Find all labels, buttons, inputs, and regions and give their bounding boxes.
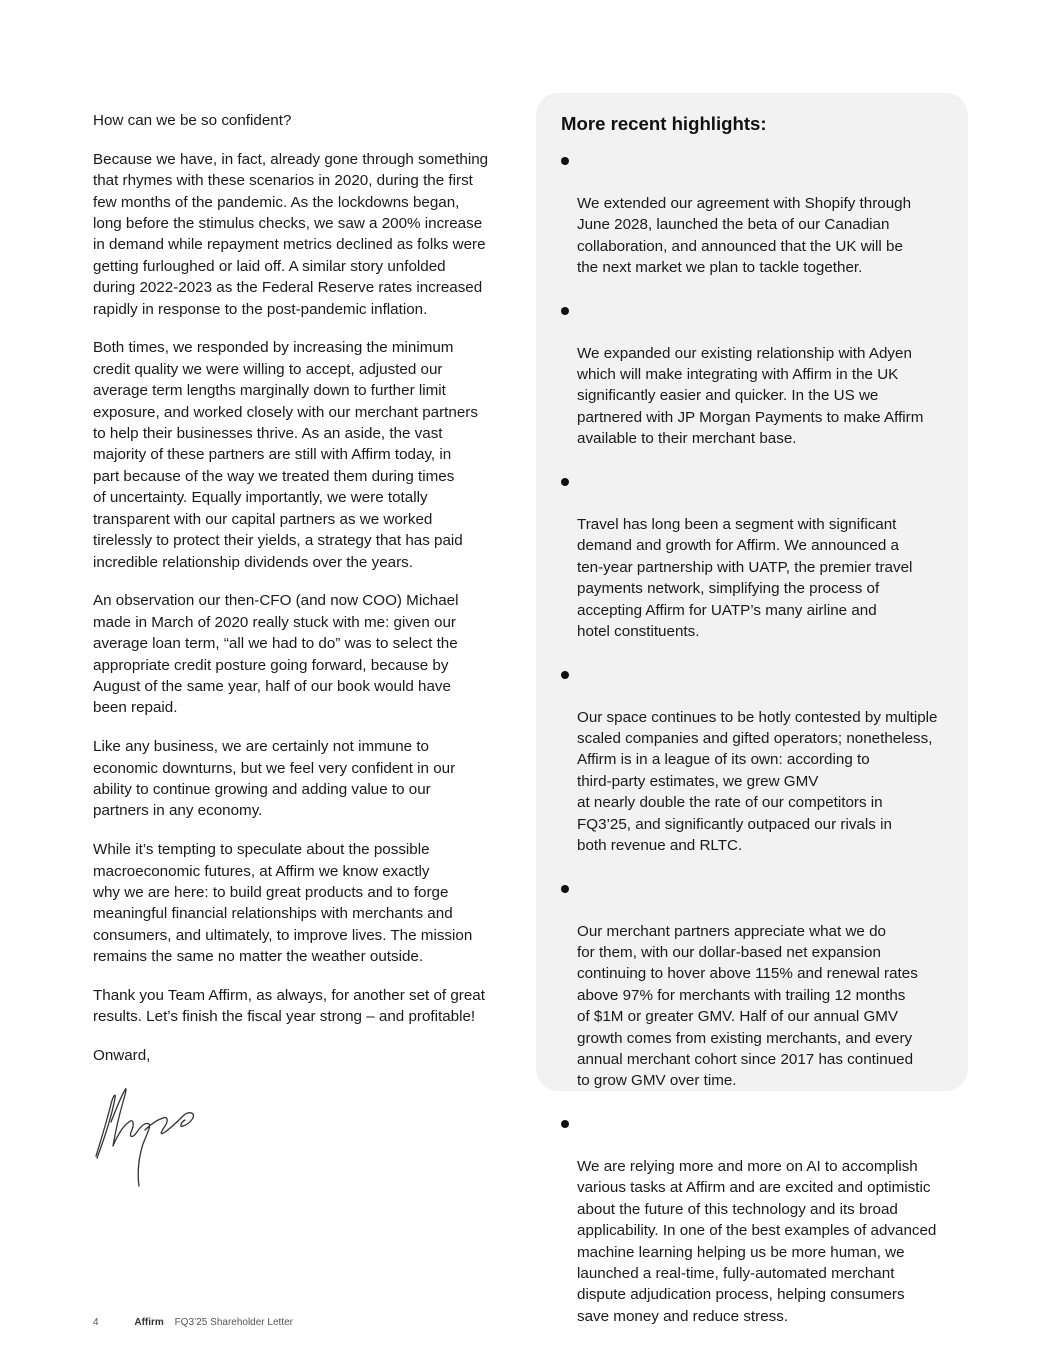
list-item bbox=[561, 664, 956, 857]
list-item bbox=[561, 300, 956, 450]
footer-brand: Affirm bbox=[134, 1317, 164, 1328]
highlight-text: We extended our agreement with Shopify through June 2028, launched the beta of our Canadian collaboration, and announced that the UK will be the next market we plan to tackle together. bbox=[577, 194, 912, 277]
signature bbox=[93, 1082, 203, 1190]
letter-body bbox=[93, 110, 513, 1084]
footer-document-title: FQ3’25 Shareholder Letter bbox=[174, 1317, 293, 1328]
list-item bbox=[561, 471, 956, 642]
list-item bbox=[561, 150, 956, 278]
letter-paragraph-5: Like any business, we are certainly not immune to economic downturns, but we feel very confident in our ability to continue growing and adding value to our partners in any economy. bbox=[93, 738, 456, 820]
highlight-text: We are relying more and more on AI to accomplish various tasks at Affirm and are excited and optimistic about the future of this technology and its broad applicability. In one of the best examples of advanced machine learning helping us be more human, we launched a real-time, fully-automated merchant dispute adjudication process, helping consumers save money and reduce stress. bbox=[577, 1158, 937, 1325]
highlights-title: More recent highlights: bbox=[561, 113, 767, 134]
letter-paragraph-4: An observation our then-CFO (and now COO) Michael made in March of 2020 really stuck with me: given our average loan term, “all we had to do” was to select the appropriate credit posture going forward, because by August of the same year, half of our book would have been repaid. bbox=[93, 592, 459, 717]
highlight-text: We expanded our existing relationship with Adyen which will make integrating with Affirm in the UK significantly easier and quicker. In the US we partnered with JP Morgan Payments to make Affirm available to their merchant base. bbox=[577, 344, 924, 448]
bullet-icon bbox=[561, 885, 569, 893]
letter-paragraph-2: Because we have, in fact, already gone through something that rhymes with these scenarios in 2020, during the first few months of the pandemic. As the lockdowns began, long before the stimulus checks, we saw a 200% increase in demand while repayment metrics declined as folks were getting furloughed or laid off. A similar story unfolded during 2022-2023 as the Federal Reserve rates increased rapidly in response to the post-pandemic inflation. bbox=[93, 150, 489, 318]
highlights-panel bbox=[536, 93, 968, 1325]
highlight-text: Our merchant partners appreciate what we do for them, with our dollar-based net expansion continuing to hover above 115% and renewal rates above 97% for merchants with trailing 12 months of $1M or greater GMV. Half of our annual GMV growth comes from existing merchants, and every annual merchant cohort since 2017 has continued to grow GMV over time. bbox=[577, 922, 918, 1090]
letter-paragraph-7: Thank you Team Affirm, as always, for another set of great results. Let’s finish the fiscal year strong – and profitable! bbox=[93, 986, 485, 1026]
list-item bbox=[561, 1113, 956, 1327]
highlight-text: Our space continues to be hotly contested by multiple scaled companies and gifted operators; nonetheless, Affirm is in a league of its own: according to third-party estimates, we grew GMV at nearly double the rate of our competitors in FQ3’25, and significantly outpaced our rivals in both revenue and RLTC. bbox=[577, 708, 938, 854]
highlight-text: Travel has long been a segment with significant demand and growth for Affirm. We announced a ten-year partnership with UATP, the premier travel payments network, simplifying the process of accepting Affirm for UATP’s many airline and hotel constituents. bbox=[577, 515, 913, 640]
bullet-icon bbox=[561, 307, 569, 315]
letter-signoff: Onward, bbox=[93, 1047, 151, 1065]
page-number: 4 bbox=[93, 1317, 99, 1328]
letter-paragraph-1: How can we be so confident? bbox=[93, 112, 292, 129]
list-item bbox=[561, 878, 956, 1092]
bullet-icon bbox=[561, 478, 569, 486]
bullet-icon bbox=[561, 1120, 569, 1128]
page-footer bbox=[93, 1317, 293, 1328]
bullet-icon bbox=[561, 671, 569, 679]
highlights-list bbox=[561, 150, 956, 1349]
letter-paragraph-3: Both times, we responded by increasing the minimum credit quality we were willing to accept, adjusted our average term lengths marginally down to further limit exposure, and worked closely with our merchant partners to help their businesses thrive. As an aside, the vast majority of these partners are still with Affirm today, in part because of the way we treated them during times of uncertainty. Equally importantly, we were totally transparent with our capital partners as we worked tirelessly to protect their yields, a strategy that has paid incredible relationship dividends over the years. bbox=[93, 339, 478, 571]
letter-paragraph-6: While it’s tempting to speculate about the possible macroeconomic futures, at Affirm we know exactly why we are here: to build great products and to forge meaningful financial relationships with merchants and consumers, and ultimately, to improve lives. The mission remains the same no matter the weather outside. bbox=[93, 841, 473, 966]
bullet-icon bbox=[561, 157, 569, 165]
